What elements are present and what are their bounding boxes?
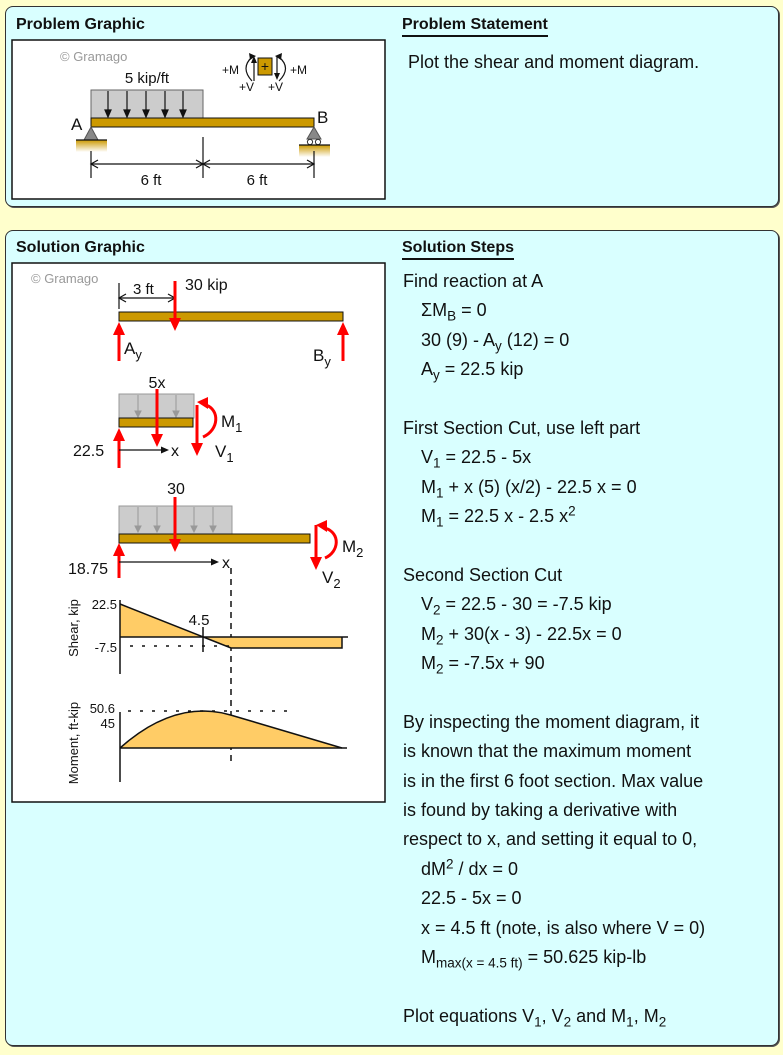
step-line: [403, 1002, 705, 1031]
load-label: 5 kip/ft: [124, 70, 170, 87]
step-line: [403, 855, 705, 884]
moment-max-label: 50.6: [89, 701, 115, 716]
support-b-label: B: [317, 108, 329, 127]
shear-sign-label: +V: [239, 80, 255, 94]
reaction-label: 18.75: [68, 561, 109, 578]
moment-value-label: 45: [100, 716, 115, 731]
problem-statement-text: Plot the shear and moment diagram.: [408, 52, 700, 72]
step-text: respect to x, and setting it equal to 0,: [403, 829, 698, 850]
step-text: 30 (9) - A: [421, 329, 496, 350]
moment-axis-label: Moment, ft-kip: [66, 701, 81, 785]
step-line: [403, 502, 705, 531]
step-text: A: [421, 359, 434, 380]
beam: [91, 118, 314, 127]
moment-label: $M_1$: [221, 412, 243, 435]
dimension-label: 3 ft: [133, 281, 154, 298]
subscript: 1: [436, 514, 444, 530]
problem-graphic-title: Problem Graphic: [16, 16, 145, 33]
step-text: M: [421, 946, 436, 967]
step-text: 22.5 - 5x = 0: [421, 888, 522, 909]
step-line: [403, 532, 705, 561]
subscript: 1: [534, 1014, 542, 1030]
step-line: [403, 590, 705, 619]
subscript: 2: [658, 1014, 667, 1030]
step-line: [403, 414, 705, 443]
step-text: dM: [421, 858, 447, 879]
shear-sign-label: +V: [268, 80, 284, 94]
step-line: [403, 972, 705, 1001]
step-line: [403, 708, 705, 737]
step-text: x = 4.5 ft (note, is also where V = 0): [421, 917, 706, 938]
step-text: = 50.625 kip-lb: [522, 946, 647, 967]
subscript: 2: [436, 632, 444, 647]
step-text: = 22.5 - 5x: [440, 447, 532, 468]
reaction-b-label: $B_y$: [313, 346, 331, 369]
step-text: M: [421, 476, 436, 497]
moment-sign-label: +M: [222, 63, 240, 77]
step-line: [403, 473, 705, 502]
step-text: Find reaction at A: [403, 271, 544, 291]
step-text: M: [421, 623, 436, 644]
superscript: 2: [568, 503, 576, 519]
subscript: 1: [626, 1014, 634, 1030]
step-line: [403, 355, 705, 384]
x-label: x: [171, 443, 179, 460]
step-line: [403, 737, 705, 766]
step-text: and M: [571, 1005, 627, 1026]
step-line: [403, 767, 705, 796]
step-line: [403, 796, 705, 825]
subscript: 1: [436, 485, 444, 501]
step-text: M: [421, 506, 436, 527]
solution-graphic-title: Solution Graphic: [16, 239, 145, 256]
step-text: , V: [541, 1005, 564, 1026]
subscript: 2: [433, 602, 441, 618]
solution-steps: [403, 267, 705, 1031]
step-text: = 22.5 - 30 = -7.5 kip: [440, 594, 612, 615]
beam: [119, 312, 343, 321]
span-label-1: 6 ft: [140, 172, 162, 189]
step-line: [403, 649, 705, 678]
step-text: = -7.5x + 90: [443, 653, 545, 674]
subscript: y: [433, 367, 440, 383]
step-text: / dx = 0: [453, 858, 519, 879]
step-text: ΣM: [421, 300, 448, 321]
step-text: = 22.5 x - 2.5 x: [443, 506, 569, 527]
positive-box-label: +: [260, 58, 270, 74]
step-line: [403, 326, 705, 355]
step-text: is in the first 6 foot section. Max value: [403, 770, 704, 791]
subscript: B: [447, 308, 457, 324]
shear-label: $V_1$: [215, 442, 234, 465]
beam: [119, 534, 310, 543]
load-label: 30: [167, 481, 185, 498]
step-text: is known that the maximum moment: [403, 741, 692, 762]
subscript: 2: [563, 1014, 572, 1030]
step-text: Plot equations V: [403, 1005, 535, 1026]
subscript: y: [495, 338, 502, 354]
subscript: 2: [436, 661, 444, 677]
step-text: + 30(x - 3) - 22.5x = 0: [443, 623, 622, 644]
step-line: [403, 914, 705, 943]
step-text: is found by taking a derivative with: [403, 800, 678, 821]
step-line: [403, 678, 705, 707]
solution-graphic: [11, 262, 386, 803]
step-text: First Section Cut, use left part: [403, 417, 641, 438]
step-text: , M: [633, 1005, 659, 1026]
step-line: [403, 825, 705, 854]
distributed-load: [91, 90, 203, 118]
step-text: V: [421, 447, 434, 468]
moment-label: $M_2$: [342, 537, 364, 560]
shear-label: $V_2$: [322, 568, 341, 591]
step-text: = 22.5 kip: [439, 359, 524, 380]
shear-axis-label: Shear, kip: [66, 599, 81, 657]
step-line: [403, 267, 705, 296]
step-text: By inspecting the moment diagram, it: [403, 711, 700, 732]
subscript: 1: [433, 455, 441, 471]
problem-statement-title: Problem Statement: [402, 15, 548, 37]
zero-crossing-label: 4.5: [188, 612, 210, 629]
step-text: V: [421, 594, 434, 615]
load-label: 5x: [148, 375, 166, 392]
x-label: x: [222, 555, 230, 572]
problem-graphic: [11, 39, 386, 200]
reaction-a-label: $A_y$: [124, 339, 142, 362]
subscript: max(x = 4.5 ft): [436, 955, 523, 971]
solution-steps-title: Solution Steps: [402, 238, 514, 260]
step-text: = 0: [456, 300, 487, 321]
step-line: [403, 385, 705, 414]
step-line: [403, 943, 705, 972]
watermark: © Gramago: [31, 271, 99, 286]
resultant-label: 30 kip: [185, 277, 228, 294]
step-line: [403, 296, 705, 325]
moment-sign-label: +M: [290, 63, 308, 77]
superscript: 2: [446, 856, 454, 872]
step-line: [403, 561, 705, 590]
step-text: (12) = 0: [501, 329, 570, 350]
shear-max-label: 22.5: [91, 597, 117, 612]
reaction-label: 22.5: [73, 443, 105, 460]
step-text: M: [421, 653, 436, 674]
watermark: © Gramago: [60, 49, 128, 64]
support-a-label: A: [71, 115, 83, 134]
step-text: Second Section Cut: [403, 564, 563, 585]
step-line: [403, 884, 705, 913]
step-text: + x (5) (x/2) - 22.5 x = 0: [443, 476, 637, 497]
span-label-2: 6 ft: [246, 172, 268, 189]
step-line: [403, 620, 705, 649]
step-line: [403, 443, 705, 472]
shear-min-label: -7.5: [94, 640, 117, 655]
